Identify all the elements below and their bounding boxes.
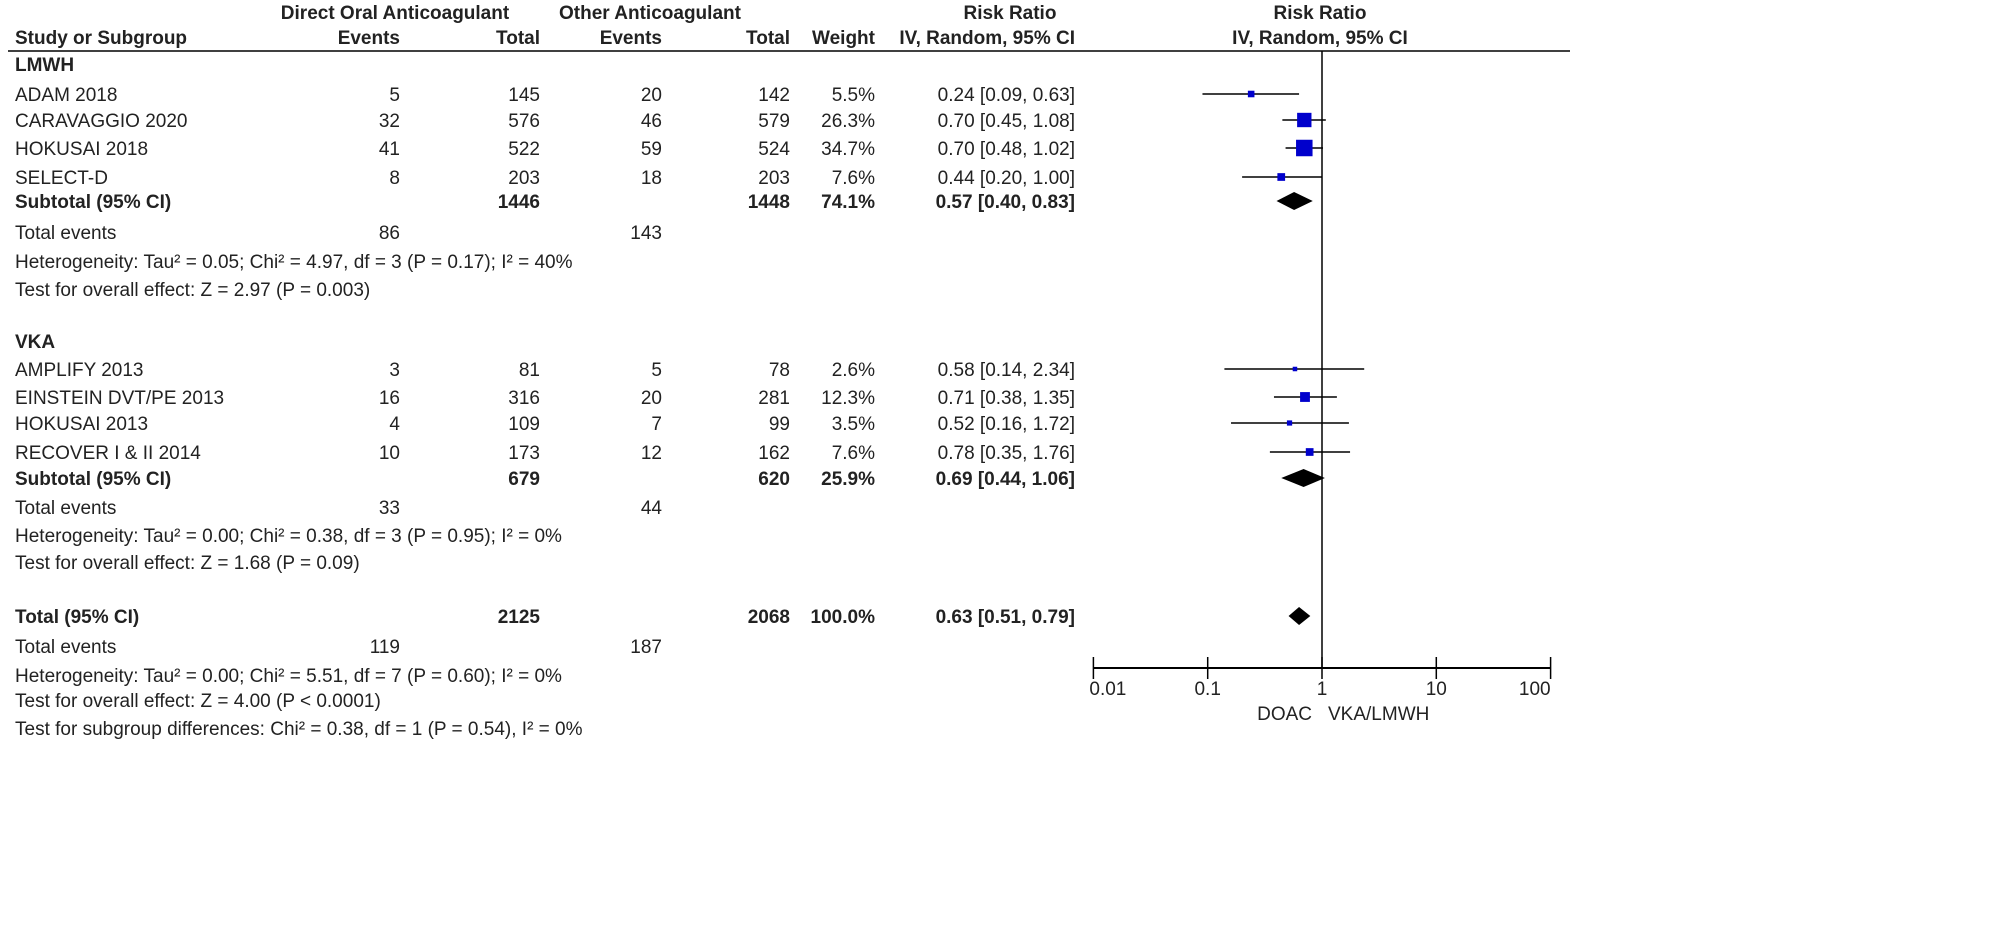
risk-ratio-ci: 0.44 [0.20, 1.00] <box>937 168 1075 189</box>
risk-ratio-ci: 0.78 [0.35, 1.76] <box>937 443 1075 464</box>
study-point <box>1287 420 1292 425</box>
weight: 12.3% <box>821 388 875 409</box>
total-events-1: 119 <box>369 637 400 658</box>
events-2: 59 <box>640 139 662 160</box>
header-total-2: Total <box>746 28 790 49</box>
risk-ratio-ci: 0.58 [0.14, 2.34] <box>937 360 1075 381</box>
total-2: 99 <box>768 414 790 435</box>
header-events-2: Events <box>599 28 662 49</box>
weight: 7.6% <box>831 443 875 464</box>
subtotal-total-2: 620 <box>758 469 790 490</box>
subgroup-difference-text: Test for subgroup differences: Chi² = 0.38, df = 1 (P = 0.54), I² = 0% <box>15 719 583 740</box>
study-name: HOKUSAI 2018 <box>15 139 149 160</box>
study-point <box>1248 91 1255 98</box>
subtotal-label: Subtotal (95% CI) <box>15 192 172 213</box>
events-1: 32 <box>378 111 400 132</box>
risk-ratio-ci: 0.24 [0.09, 0.63] <box>937 85 1075 106</box>
favours-left-label: DOAC <box>1257 704 1312 725</box>
study-point <box>1296 140 1312 156</box>
total-2: 203 <box>758 168 790 189</box>
subgroup-title: VKA <box>15 332 56 353</box>
study-name: HOKUSAI 2013 <box>15 414 149 435</box>
risk-ratio-ci: 0.70 [0.48, 1.02] <box>937 139 1075 160</box>
x-tick-label: 10 <box>1425 679 1447 700</box>
subtotal-diamond <box>1277 192 1313 210</box>
header-plot-method: IV, Random, 95% CI <box>1232 28 1408 49</box>
subtotal-diamond <box>1281 469 1325 487</box>
total-events-label: Total events <box>15 223 117 244</box>
header-events-1: Events <box>337 28 400 49</box>
header-total-1: Total <box>496 28 540 49</box>
header-group1: Direct Oral Anticoagulant <box>280 3 510 24</box>
events-2: 46 <box>640 111 662 132</box>
subtotal-total-2: 1448 <box>747 192 790 213</box>
total-weight: 100.0% <box>810 607 875 628</box>
weight: 3.5% <box>831 414 875 435</box>
header-rr-method: IV, Random, 95% CI <box>899 28 1075 49</box>
study-point <box>1293 367 1298 372</box>
heterogeneity-text: Heterogeneity: Tau² = 0.00; Chi² = 0.38, df = 3 (P = 0.95); I² = 0% <box>15 526 562 547</box>
events-2: 12 <box>640 443 662 464</box>
total-1: 173 <box>508 443 540 464</box>
subgroup-title: LMWH <box>15 55 75 76</box>
weight: 2.6% <box>831 360 875 381</box>
subtotal-ci: 0.57 [0.40, 0.83] <box>935 192 1075 213</box>
overall-effect-text: Test for overall effect: Z = 1.68 (P = 0.09) <box>15 553 360 574</box>
x-tick-label: 0.1 <box>1194 679 1221 700</box>
weight: 7.6% <box>831 168 875 189</box>
subtotal-weight: 74.1% <box>821 192 875 213</box>
total-1: 316 <box>508 388 540 409</box>
total-events-1: 33 <box>378 498 400 519</box>
subtotal-weight: 25.9% <box>821 469 875 490</box>
events-1: 4 <box>389 414 400 435</box>
events-1: 10 <box>378 443 400 464</box>
events-1: 41 <box>378 139 400 160</box>
total-2: 579 <box>758 111 790 132</box>
study-name: CARAVAGGIO 2020 <box>15 111 188 132</box>
events-1: 16 <box>378 388 400 409</box>
subtotal-total-1: 679 <box>508 469 540 490</box>
header-weight: Weight <box>812 28 875 49</box>
total-events-2: 143 <box>630 223 662 244</box>
heterogeneity-text: Heterogeneity: Tau² = 0.00; Chi² = 5.51, df = 7 (P = 0.60); I² = 0% <box>15 666 562 687</box>
study-point <box>1300 392 1310 402</box>
favours-right-label: VKA/LMWH <box>1328 704 1430 725</box>
header-plot-title: Risk Ratio <box>1273 3 1367 24</box>
total-total-2: 2068 <box>747 607 790 628</box>
total-1: 81 <box>518 360 540 381</box>
heterogeneity-text: Heterogeneity: Tau² = 0.05; Chi² = 4.97, df = 3 (P = 0.17); I² = 40% <box>15 252 573 273</box>
subtotal-label: Subtotal (95% CI) <box>15 469 172 490</box>
study-name: ADAM 2018 <box>15 85 118 106</box>
total-label: Total (95% CI) <box>15 607 140 628</box>
total-diamond <box>1289 607 1311 625</box>
study-name: EINSTEIN DVT/PE 2013 <box>15 388 225 409</box>
overall-effect-text: Test for overall effect: Z = 2.97 (P = 0.003) <box>15 280 371 301</box>
total-1: 109 <box>508 414 540 435</box>
study-point <box>1306 448 1314 456</box>
header-group2: Other Anticoagulant <box>559 3 741 24</box>
subtotal-total-1: 1446 <box>497 192 540 213</box>
risk-ratio-ci: 0.70 [0.45, 1.08] <box>937 111 1075 132</box>
events-1: 3 <box>389 360 400 381</box>
study-point <box>1277 173 1285 181</box>
header-study: Study or Subgroup <box>15 28 188 49</box>
overall-effect-text: Test for overall effect: Z = 4.00 (P < 0.0001) <box>15 691 381 712</box>
total-2: 142 <box>758 85 790 106</box>
weight: 5.5% <box>831 85 875 106</box>
total-2: 162 <box>758 443 790 464</box>
total-1: 522 <box>508 139 540 160</box>
total-ci: 0.63 [0.51, 0.79] <box>935 607 1075 628</box>
total-events-label: Total events <box>15 637 117 658</box>
total-2: 281 <box>758 388 790 409</box>
events-1: 5 <box>389 85 400 106</box>
total-2: 78 <box>768 360 790 381</box>
events-1: 8 <box>389 168 400 189</box>
study-name: SELECT-D <box>15 168 108 189</box>
events-2: 7 <box>651 414 662 435</box>
x-tick-label: 0.01 <box>1089 679 1127 700</box>
header-risk-ratio: Risk Ratio <box>963 3 1057 24</box>
total-1: 576 <box>508 111 540 132</box>
total-events-2: 187 <box>630 637 662 658</box>
events-2: 18 <box>640 168 662 189</box>
total-2: 524 <box>758 139 790 160</box>
study-point <box>1297 113 1311 127</box>
events-2: 5 <box>651 360 662 381</box>
x-tick-label: 100 <box>1518 679 1551 700</box>
total-events-2: 44 <box>640 498 662 519</box>
total-events-1: 86 <box>378 223 400 244</box>
total-1: 145 <box>508 85 540 106</box>
total-events-label: Total events <box>15 498 117 519</box>
total-1: 203 <box>508 168 540 189</box>
total-total-1: 2125 <box>497 607 540 628</box>
x-tick-label: 1 <box>1316 679 1328 700</box>
events-2: 20 <box>640 85 662 106</box>
risk-ratio-ci: 0.71 [0.38, 1.35] <box>937 388 1075 409</box>
subtotal-ci: 0.69 [0.44, 1.06] <box>935 469 1075 490</box>
study-name: RECOVER I & II 2014 <box>15 443 201 464</box>
study-name: AMPLIFY 2013 <box>15 360 144 381</box>
weight: 34.7% <box>821 139 875 160</box>
events-2: 20 <box>640 388 662 409</box>
risk-ratio-ci: 0.52 [0.16, 1.72] <box>937 414 1075 435</box>
weight: 26.3% <box>821 111 875 132</box>
